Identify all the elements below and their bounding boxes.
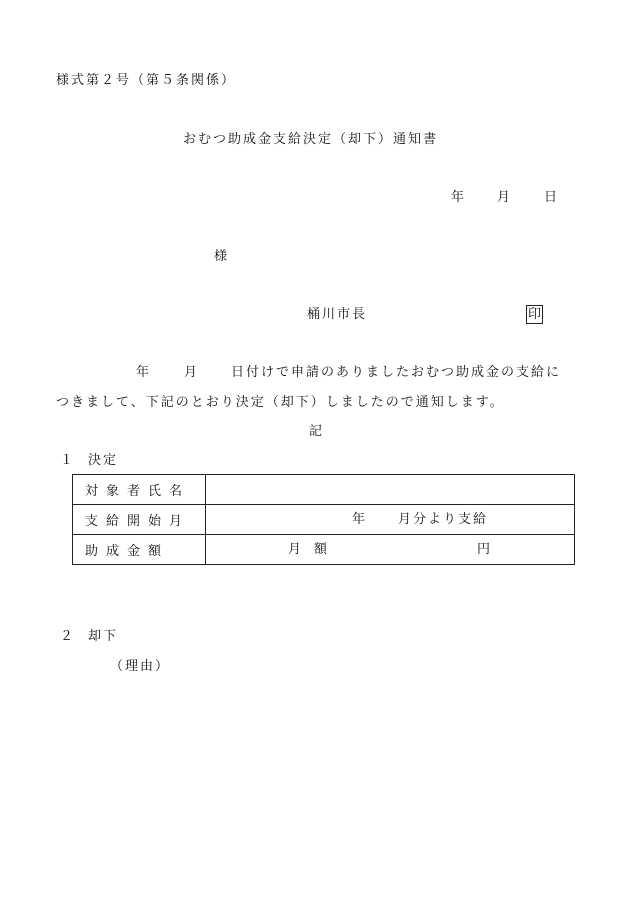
issuer-name: 桶川市長 [307, 307, 368, 322]
table-value-start-month [206, 505, 575, 535]
table-row [73, 535, 575, 565]
start-month-suffix: 月分より支給 [398, 512, 489, 527]
table-value-subject-name [206, 475, 575, 505]
body-year-label: 年 [136, 365, 150, 380]
section-1-number: １ [60, 453, 74, 468]
form-number: 様式第２号（第５条関係） [56, 73, 237, 88]
section-1-heading: 決定 [88, 453, 119, 468]
body-line-2: つきまして、下記のとおり決定（却下）しましたので通知します。 [56, 395, 505, 410]
reason-label: （理由） [110, 659, 171, 674]
date-day-label: 日 [544, 190, 558, 205]
body-month-label: 月 [184, 365, 198, 380]
table-row [73, 505, 575, 535]
section-2-number: ２ [60, 629, 74, 644]
table-label-amount: 助成金額 [73, 535, 206, 565]
seal-mark [526, 305, 543, 324]
body-line-1: 日付けで申請のありましたおむつ助成金の支給に [231, 365, 562, 380]
table-label-subject-name: 対象者氏名 [73, 475, 206, 505]
table-row [73, 475, 575, 505]
section-2-heading: 却下 [88, 629, 119, 644]
addressee-suffix: 様 [214, 249, 228, 264]
start-month-year-label: 年 [352, 512, 366, 527]
date-month-label: 月 [497, 190, 511, 205]
seal-label: 印 [528, 307, 542, 322]
table-value-amount [206, 535, 575, 565]
decision-table [72, 474, 575, 565]
table-label-start-month: 支給開始月 [73, 505, 206, 535]
date-year-label: 年 [451, 190, 465, 205]
document-title: おむつ助成金支給決定（却下）通知書 [183, 132, 439, 147]
monthly-amount-label: 月 額 [288, 542, 328, 557]
yen-label: 円 [477, 542, 491, 557]
ki-label: 記 [309, 424, 323, 439]
